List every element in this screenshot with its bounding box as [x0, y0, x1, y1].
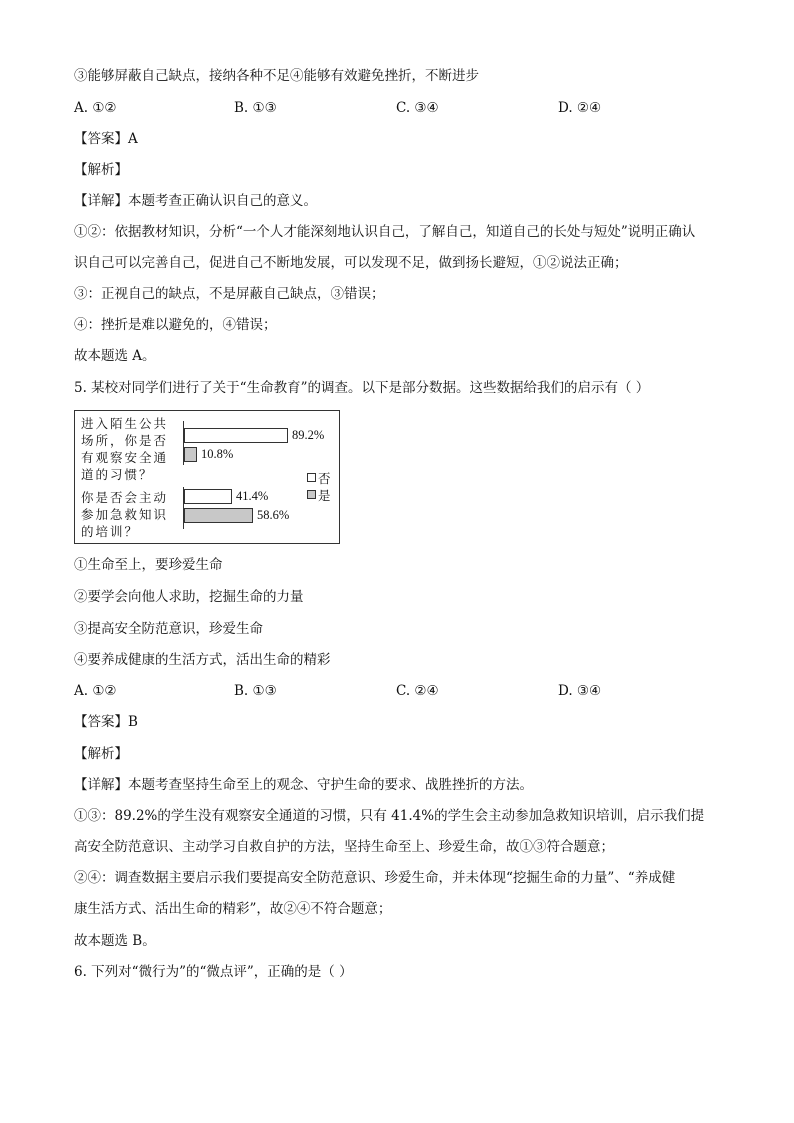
legend-item-no	[307, 471, 331, 487]
bar-yes-category-1	[184, 447, 197, 462]
legend-swatch-no	[307, 473, 316, 482]
q5-answer: 【答案】B	[74, 714, 138, 730]
category-2-line: 你是否会主动	[81, 490, 169, 505]
legend-label-yes: 是	[318, 488, 331, 503]
q4-detail: 【详解】本题考查正确认识自己的意义。	[74, 193, 317, 209]
value-label-yes-category-1: 10.8%	[201, 447, 234, 461]
survey-chart	[74, 410, 340, 544]
q5-option-a: A. ①②	[74, 683, 117, 699]
q6-question: 6. 下列对“微行为”的“微点评”，正确的是（ ）	[74, 964, 353, 980]
category-1-line: 道的习惯？	[81, 467, 154, 482]
q4-option-c: C. ③④	[396, 100, 439, 116]
q4-option-b: B. ①③	[234, 100, 277, 116]
q4-explanation-3: ③：正视自己的缺点，不是屏蔽自己缺点，③错误；	[74, 286, 385, 302]
q4-explanation-1: ①②：依据教材知识，分析“一个人才能深刻地认识自己，了解自己，知道自己的长处与短处”说明正确认	[74, 224, 696, 240]
q4-option-d: D. ②④	[558, 100, 602, 116]
q4-conclusion: 故本题选 A。	[74, 348, 156, 364]
category-1-line: 进入陌生公共	[81, 416, 169, 431]
chart-category-1	[81, 415, 181, 483]
q4-answer: 【答案】A	[74, 131, 138, 147]
value-label-no-category-1: 89.2%	[292, 428, 325, 442]
category-2-line: 参加急救知识	[81, 507, 169, 522]
legend-item-yes	[307, 488, 331, 504]
q5-explanation-24: ②④：调查数据主要启示我们要提高安全防范意识、珍爱生命，并未体现“挖掘生命的力量”、“养成健	[74, 870, 676, 886]
q4-option-a: A. ①②	[74, 100, 117, 116]
q5-conclusion: 故本题选 B。	[74, 933, 156, 949]
q5-option-c: C. ②④	[396, 683, 439, 699]
q5-option-d: D. ③④	[558, 683, 602, 699]
category-2-line: 的培训？	[81, 524, 140, 539]
q5-analysis-heading: 【解析】	[74, 746, 128, 762]
q5-statement-4: ④要养成健康的生活方式，活出生命的精彩	[74, 652, 331, 668]
category-1-line: 场所，你是否	[81, 433, 169, 448]
legend-swatch-yes	[307, 490, 316, 499]
q4-option-text: ③能够屏蔽自己缺点，接纳各种不足④能够有效避免挫折，不断进步	[74, 68, 479, 84]
q5-statement-1: ①生命至上，要珍爱生命	[74, 557, 223, 573]
bar-no-category-2	[184, 489, 232, 504]
bar-no-category-1	[184, 428, 288, 443]
legend-label-no: 否	[318, 471, 331, 486]
q5-explanation-13-cont: 高安全防范意识、主动学习自救自护的方法，坚持生命至上、珍爱生命，故①③符合题意；	[74, 839, 614, 855]
q5-explanation-24-cont: 康生活方式、活出生命的精彩”，故②④不符合题意；	[74, 901, 392, 917]
q4-explanation-1-cont: 识自己可以完善自己，促进自己不断地发展，可以发现不足，做到扬长避短，①②说法正确；	[74, 255, 628, 271]
q5-detail: 【详解】本题考查坚持生命至上的观念、守护生命的要求、战胜挫折的方法。	[74, 777, 533, 793]
q5-statement-2: ②要学会向他人求助，挖掘生命的力量	[74, 589, 304, 605]
q4-analysis-heading: 【解析】	[74, 162, 128, 178]
q5-explanation-13: ①③：89.2%的学生没有观察安全通道的习惯，只有 41.4%的学生会主动参加急救知识培训，启示我们提	[74, 808, 705, 824]
value-label-yes-category-2: 58.6%	[257, 508, 290, 522]
category-1-line: 有观察安全通	[81, 450, 169, 465]
q5-statement-3: ③提高安全防范意识，珍爱生命	[74, 621, 263, 637]
chart-category-2	[81, 489, 181, 540]
q5-option-b: B. ①③	[234, 683, 277, 699]
bar-yes-category-2	[184, 508, 253, 523]
q5-question: 5. 某校对同学们进行了关于“生命教育”的调查。以下是部分数据。这些数据给我们的启示有（ ）	[74, 380, 650, 396]
value-label-no-category-2: 41.4%	[236, 489, 269, 503]
q4-explanation-4: ④：挫折是难以避免的，④错误；	[74, 317, 277, 333]
